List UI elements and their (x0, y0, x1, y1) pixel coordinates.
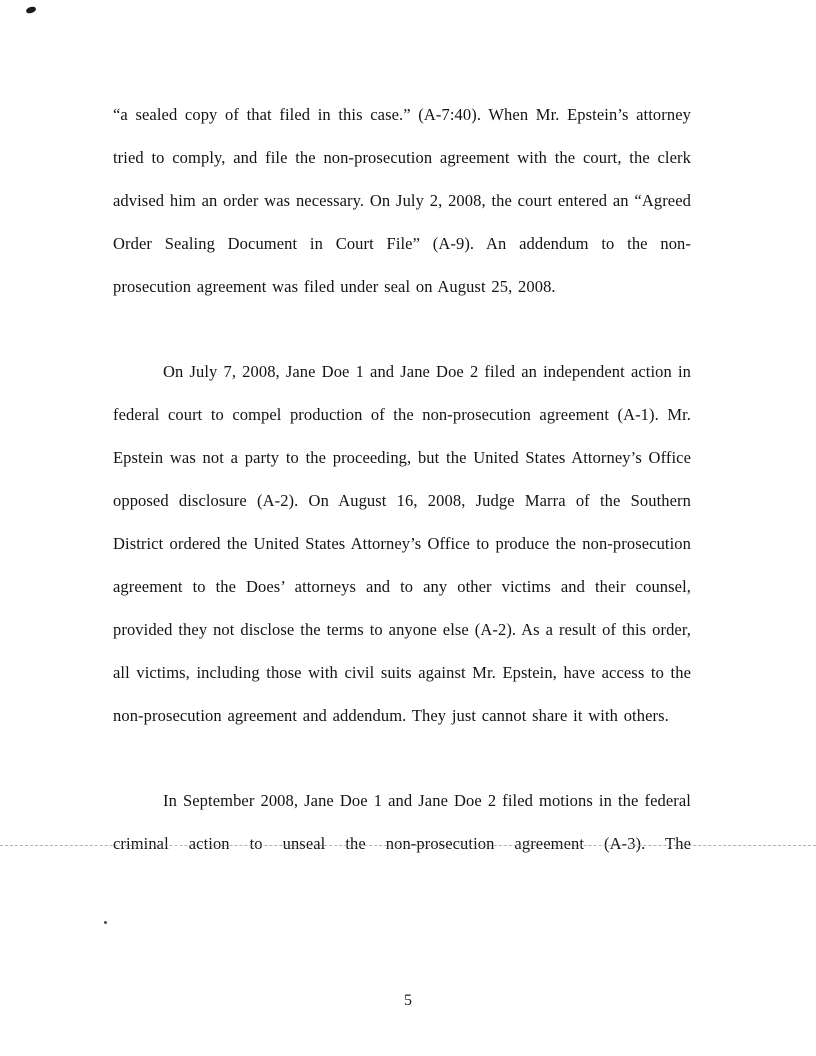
paragraph-continuation: “a sealed copy of that filed in this case.” (A-7:40). When Mr. Epstein’s attorney tried to comply, and file the non-prosecution agreement with the court, the clerk advised him an order was necessary. On July 2, 2008, the court entered an “Agreed Order Sealing Document in Court File” (A-9). An addendum to the non-prosecution agreement was filed under seal on August 25, 2008. (113, 105, 691, 296)
scan-artifact-blob (25, 6, 36, 15)
document-body (113, 93, 691, 907)
scan-artifact-dot (104, 921, 107, 924)
paragraph: On July 7, 2008, Jane Doe 1 and Jane Doe 2 filed an independent action in federal court to compel production of the non-prosecution agreement (A-1). Mr. Epstein was not a party to the proceeding, but the United States Attorney’s Office opposed disclosure (A-2). On August 16, 2008, Judge Marra of the Southern District ordered the United States Attorney’s Office to produce the non-prosecution agreement to the Does’ attorneys and to any other victims and their counsel, provided they not disclose the terms to anyone else (A-2). As a result of this order, all victims, including those with civil suits against Mr. Epstein, have access to the non-prosecution agreement and addendum. They just cannot share it with others. (113, 362, 691, 725)
page-number: 5 (404, 992, 412, 1009)
scan-artifact-line (0, 845, 816, 846)
paragraph: In September 2008, Jane Doe 1 and Jane Doe 2 filed motions in the federal criminal action to unseal the non-prosecution agreement (A-3). The (113, 791, 691, 853)
